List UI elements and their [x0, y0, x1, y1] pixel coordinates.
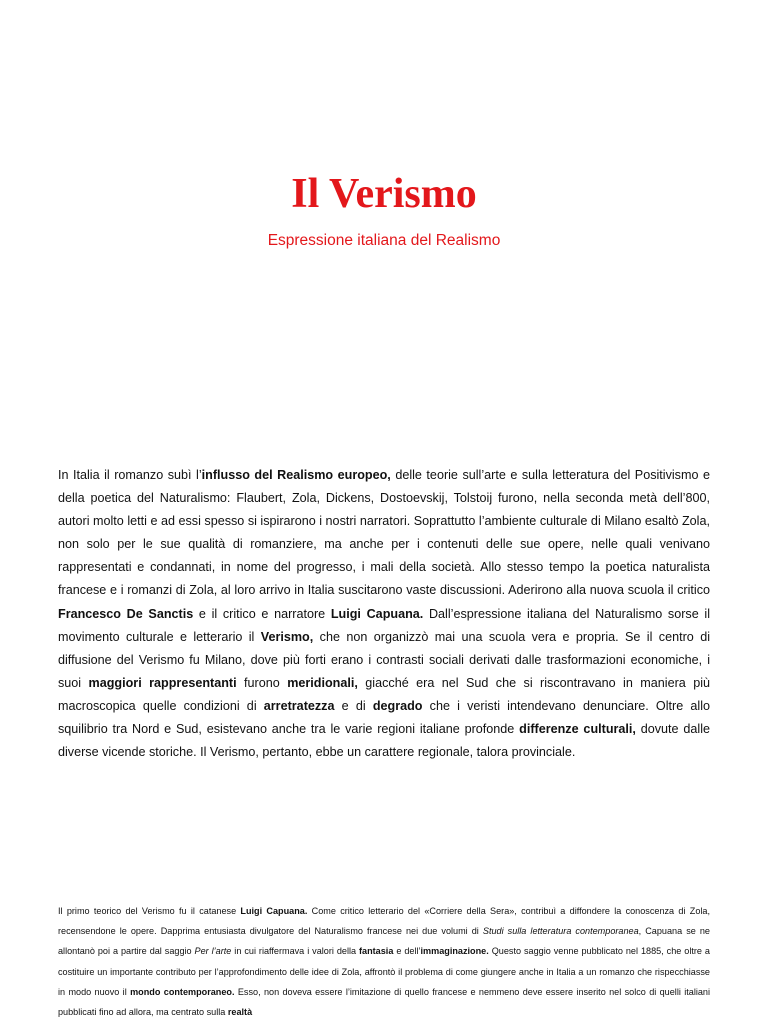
text-run: che non organizzò mai una scuola vera e propria. Se il centro di diffusione del Verismo fu Milano, dove più forti erano i contrasti sociali derivati dalle trasformazioni economiche, i suoi [58, 629, 710, 690]
text-run: delle teorie sull’arte e sulla letteratura del Positivismo e della poetica del Naturalismo: Flaubert, Zola, Dickens, Dostoevskij, Tolstoij furono, nella seconda metà dell’800, autori molto letti e ad essi spesso si ispirarono i nostri narratori. Soprattutto l’ambiente culturale di Milano esaltò Zola, non solo per le sue qualità di romanziere, ma anche per i contenuti delle sue opere, nelle quali venivano rappresentati e condannati, in nome del progresso, i mali della società. Allo stesso tempo la poetica naturalista francese e i romanzi di Zola, al loro arrivo in Italia suscitarono vaste discussioni. Aderirono alla nuova scuola il critico [58, 468, 710, 598]
text-run: Questo saggio venne pubblicato nel 1885, che oltre a costituire un importante contributo per l’approfondimento delle idee di Zola, affrontò il problema di come giungere anche in Italia a un romanzo che rispecchiasse in modo nuovo il [58, 946, 710, 997]
bold-phrase: Luigi Capuana. [240, 906, 308, 916]
text-run: Come critico letterario del «Corriere della Sera», contribuì a diffondere la conoscenza di Zola, recensendone le opere. Dapprima entusiasta divulgatore del Naturalismo francese nei due volumi di [58, 906, 710, 937]
text-run: e il critico e narratore [193, 606, 331, 621]
text-run: furono [236, 675, 288, 690]
text-run: , Capuana se ne allontanò poi a partire dal saggio [58, 926, 710, 957]
text-run: e dell’ [393, 946, 421, 957]
bold-phrase: Francesco De Sanctis [58, 606, 194, 621]
text-run: giacché era nel Sud che si riscontravano in maniera più macroscopica quelle condizioni di [58, 675, 711, 713]
text-run: Esso, non doveva essere l’imitazione di quello francese e nemmeno deve essere inserito nel solco di quelli italiani pubblicati fino ad allora, ma centrato sulla [58, 986, 711, 1018]
bold-phrase: degrado [372, 698, 423, 713]
paragraph-intro [58, 464, 710, 764]
bold-phrase: immaginazione. [420, 946, 489, 957]
text-run: dovute dalle diverse vicende storiche. Il Verismo, pertanto, ebbe un carattere regionale, talora provinciale. [58, 722, 710, 760]
bold-phrase: arretratezza [263, 698, 335, 713]
text-run: Dall’espressione italiana del Naturalismo sorse il movimento culturale e letterario il [58, 606, 710, 644]
italic-title: Studi sulla letteratura contemporanea [482, 926, 639, 937]
bold-phrase: realtà [227, 1007, 253, 1018]
bold-phrase: differenze culturali, [519, 722, 636, 737]
text-run: in cui riaffermava i valori della [231, 946, 360, 957]
text-run: In Italia il romanzo subì l’ [58, 468, 202, 482]
document-title: Il Verismo [291, 171, 477, 217]
bold-phrase: fantasia [359, 946, 394, 957]
bold-phrase: meridionali, [287, 675, 358, 690]
bold-phrase: mondo contemporaneo. [130, 986, 235, 997]
paragraph-capuana [58, 901, 710, 1022]
bold-phrase: Luigi Capuana. [330, 606, 424, 621]
bold-phrase: maggiori rappresentanti [88, 675, 237, 690]
bold-phrase: influsso del Realismo europeo, [201, 468, 391, 482]
bold-phrase: Verismo, [260, 629, 314, 644]
text-run: che i veristi intendevano denunciare. Oltre allo squilibrio tra Nord e Sud, esistevano anche tra le varie regioni italiane profonde [58, 698, 710, 737]
text-run: Il primo teorico del Verismo fu il catanese [58, 906, 241, 916]
document-subtitle: Espressione italiana del Realismo [267, 232, 501, 249]
italic-title: Per l’arte [194, 946, 232, 957]
text-run: e di [334, 698, 373, 713]
